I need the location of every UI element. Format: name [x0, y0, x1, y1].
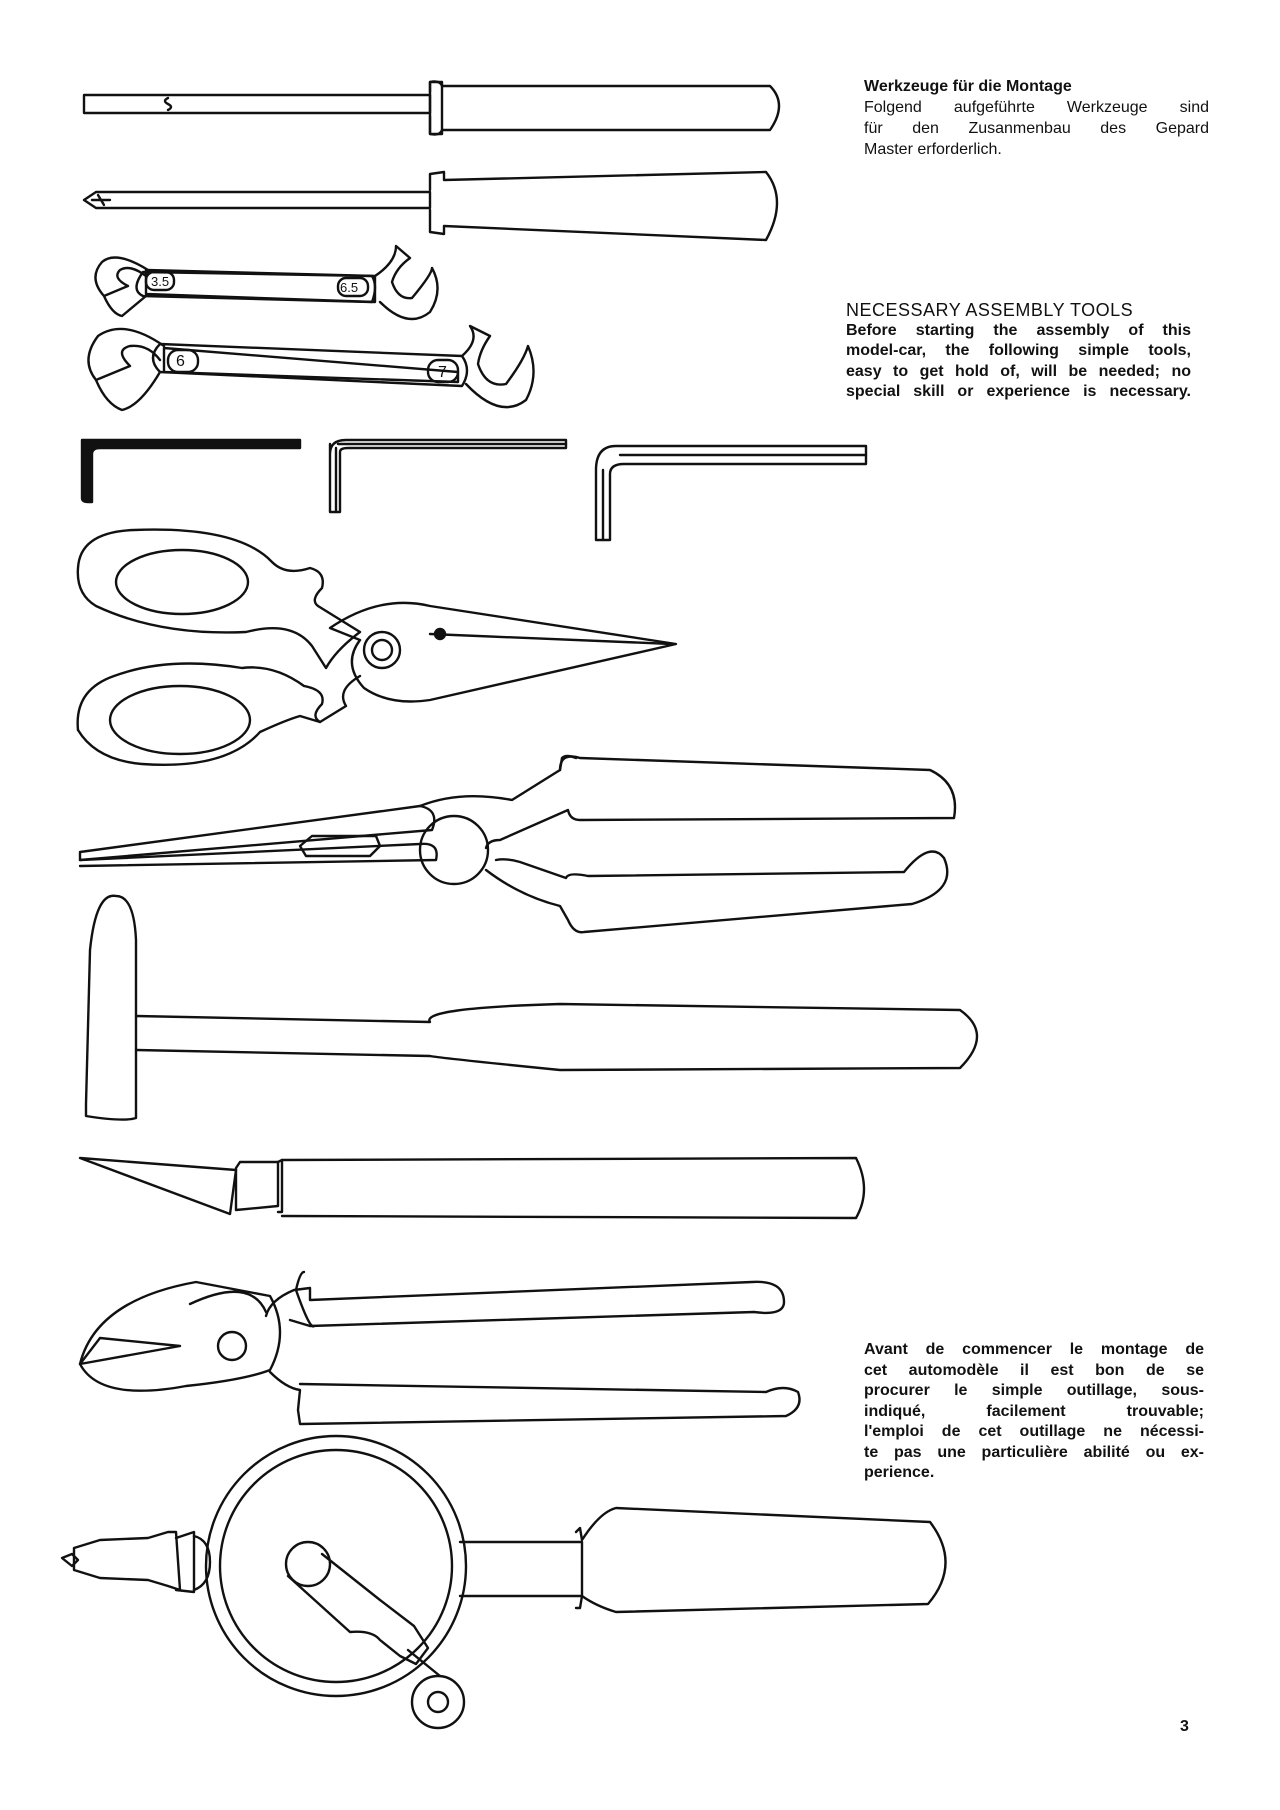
small-wrench-icon [95, 246, 437, 319]
french-line: te pas une particulière abilité ou ex- [864, 1443, 1204, 1461]
english-line: easy to get hold of, will be needed; no [846, 362, 1191, 380]
french-line: indiqué, facilement trouvable; [864, 1402, 1204, 1420]
german-line: Master erforderlich. [864, 141, 1002, 158]
long-nose-pliers-icon [80, 756, 955, 932]
french-line: l'emploi de cet outillage ne nécessi- [864, 1423, 1204, 1440]
french-line: cet automodèle il est bon de se [864, 1361, 1204, 1379]
large-wrench-icon [88, 326, 533, 410]
english-line: model-car, the following simple tools, [846, 342, 1191, 359]
hex-key-large-icon [596, 446, 866, 540]
german-line: für den Zusanmenbau des Gepard [864, 120, 1209, 137]
french-line: procurer le simple outillage, sous- [864, 1382, 1204, 1399]
french-tools-note [864, 1340, 1204, 1484]
hammer-icon [86, 896, 977, 1120]
german-heading: Werkzeuge für die Montage [864, 78, 1072, 95]
small-wrench-right-size: 6.5 [340, 280, 359, 295]
english-tools-note [846, 300, 1191, 403]
french-line: Avant de commencer le montage de [864, 1341, 1204, 1358]
hobby-knife-icon [80, 1158, 864, 1218]
hex-key-small-icon [82, 440, 300, 502]
scissors-icon [78, 530, 676, 765]
small-wrench-left-size: 3.5 [151, 274, 170, 289]
flat-screwdriver-icon [84, 82, 779, 135]
side-cutters-icon [80, 1272, 800, 1424]
english-heading: NECESSARY ASSEMBLY TOOLS [846, 300, 1134, 320]
page-number: 3 [1180, 1718, 1189, 1735]
hex-key-medium-icon [330, 440, 566, 512]
phillips-screwdriver-icon [84, 172, 777, 240]
german-line: Folgend aufgeführte Werkzeuge sind [864, 99, 1209, 116]
french-line: perience. [864, 1464, 935, 1481]
english-line: Before starting the assembly of this [846, 321, 1191, 339]
large-wrench-left-size: 6 [176, 353, 185, 370]
english-line: special skill or experience is necessary. [846, 383, 1191, 400]
german-tools-note [864, 76, 1209, 160]
hand-drill-icon [62, 1436, 946, 1728]
large-wrench-right-size: 7 [438, 364, 447, 381]
